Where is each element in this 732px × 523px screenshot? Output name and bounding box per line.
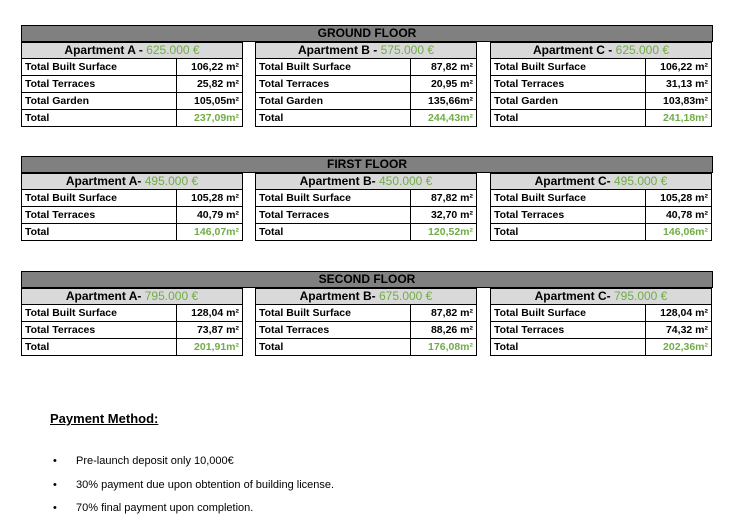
apartment-price: 625.000 € xyxy=(146,43,200,57)
payment-method-list xyxy=(50,450,334,521)
row-value: 87,82 m² xyxy=(430,61,473,73)
apartment-table xyxy=(21,42,243,127)
total-label: Total xyxy=(22,224,177,240)
row-label: Total Built Surface xyxy=(491,190,646,206)
payment-item-text: Pre-launch deposit only 10,000€ xyxy=(76,455,234,467)
apartment-name: Apartment C - xyxy=(532,43,616,57)
total-value: 202,36m² xyxy=(663,341,708,353)
row-label: Total Garden xyxy=(256,93,411,109)
row-value: 106,22 m² xyxy=(660,61,708,73)
apartment-table xyxy=(490,42,712,127)
table-row xyxy=(255,93,477,110)
apartment-header xyxy=(255,173,477,190)
apartment-price: 795.000 € xyxy=(613,289,668,303)
total-row xyxy=(21,110,243,127)
row-label: Total Garden xyxy=(22,93,177,109)
total-value: 176,08m² xyxy=(428,341,473,353)
row-label: Total Built Surface xyxy=(256,305,411,321)
apartment-table xyxy=(490,288,712,356)
apartment-header xyxy=(490,288,712,305)
row-value: 32,70 m² xyxy=(430,209,473,221)
row-label: Total Terraces xyxy=(491,207,646,223)
payment-item xyxy=(50,450,334,474)
apartment-header xyxy=(490,42,712,59)
payment-item xyxy=(50,474,334,498)
apartment-header xyxy=(255,42,477,59)
apartment-price: 495.000 € xyxy=(613,174,668,188)
table-row xyxy=(21,322,243,339)
apartment-name: Apartment A - xyxy=(64,43,147,57)
total-row xyxy=(255,224,477,241)
row-value: 74,32 m² xyxy=(665,324,708,336)
payment-item xyxy=(50,497,334,521)
row-value: 135,66m² xyxy=(428,95,473,107)
row-label: Total Terraces xyxy=(22,322,177,338)
row-value: 105,05m² xyxy=(194,95,239,107)
row-label: Total Built Surface xyxy=(22,305,177,321)
floor-title: SECOND FLOOR xyxy=(21,271,713,288)
row-label: Total Terraces xyxy=(256,207,411,223)
total-value: 241,18m² xyxy=(663,112,708,124)
table-row xyxy=(21,59,243,76)
apartment-name: Apartment B - xyxy=(297,43,381,57)
apartment-header xyxy=(21,42,243,59)
total-value: 244,43m² xyxy=(428,112,473,124)
total-label: Total xyxy=(22,110,177,126)
row-value: 128,04 m² xyxy=(660,307,708,319)
total-row xyxy=(490,110,712,127)
apartment-name: Apartment B- xyxy=(299,174,379,188)
apartment-header xyxy=(490,173,712,190)
row-value: 40,78 m² xyxy=(665,209,708,221)
table-row xyxy=(21,93,243,110)
table-row xyxy=(490,190,712,207)
apartment-name: Apartment A- xyxy=(65,174,145,188)
row-value: 105,28 m² xyxy=(191,192,239,204)
apartment-price: 795.000 € xyxy=(144,289,199,303)
row-label: Total Terraces xyxy=(491,322,646,338)
floor-title: GROUND FLOOR xyxy=(21,25,713,42)
total-label: Total xyxy=(256,110,411,126)
total-label: Total xyxy=(256,224,411,240)
total-row xyxy=(255,110,477,127)
row-value: 31,13 m² xyxy=(665,78,708,90)
total-label: Total xyxy=(22,339,177,355)
apartment-header xyxy=(21,173,243,190)
apartment-table xyxy=(255,42,477,127)
apartment-price: 625.000 € xyxy=(615,43,670,57)
row-label: Total Terraces xyxy=(256,322,411,338)
total-row xyxy=(255,339,477,356)
apartment-name: Apartment C- xyxy=(534,174,614,188)
floor-title: FIRST FLOOR xyxy=(21,156,713,173)
row-value: 87,82 m² xyxy=(430,192,473,204)
row-value: 73,87 m² xyxy=(196,324,239,336)
row-value: 87,82 m² xyxy=(430,307,473,319)
row-label: Total Terraces xyxy=(256,76,411,92)
apartment-price: 450.000 € xyxy=(378,174,433,188)
apartment-table xyxy=(255,173,477,241)
total-value: 146,07m² xyxy=(194,226,239,238)
row-value: 103,83m² xyxy=(663,95,708,107)
row-label: Total Garden xyxy=(491,93,646,109)
bullet-icon: • xyxy=(53,478,57,491)
row-label: Total Built Surface xyxy=(22,190,177,206)
total-row xyxy=(490,224,712,241)
row-label: Total Terraces xyxy=(22,207,177,223)
total-value: 146,06m² xyxy=(663,226,708,238)
table-row xyxy=(21,190,243,207)
table-row xyxy=(490,305,712,322)
row-value: 128,04 m² xyxy=(191,307,239,319)
payment-method-title: Payment Method: xyxy=(50,411,159,426)
row-label: Total Built Surface xyxy=(491,305,646,321)
total-value: 201,91m² xyxy=(194,341,239,353)
table-row xyxy=(490,76,712,93)
table-row xyxy=(255,305,477,322)
row-value: 40,79 m² xyxy=(196,209,239,221)
payment-item-text: 70% final payment upon completion. xyxy=(76,502,254,514)
bullet-icon: • xyxy=(53,502,57,514)
table-row xyxy=(21,305,243,322)
row-label: Total Terraces xyxy=(491,76,646,92)
table-row xyxy=(21,76,243,93)
row-value: 88,26 m² xyxy=(430,324,473,336)
apartment-table xyxy=(490,173,712,241)
row-value: 20,95 m² xyxy=(430,78,473,90)
apartment-name: Apartment B- xyxy=(299,289,379,303)
apartment-table xyxy=(21,173,243,241)
row-value: 25,82 m² xyxy=(196,78,239,90)
apartment-table xyxy=(255,288,477,356)
table-row xyxy=(255,190,477,207)
total-label: Total xyxy=(256,339,411,355)
table-row xyxy=(490,93,712,110)
apartment-table xyxy=(21,288,243,356)
table-row xyxy=(255,59,477,76)
apartment-name: Apartment C- xyxy=(534,289,614,303)
total-label: Total xyxy=(491,110,646,126)
row-label: Total Terraces xyxy=(22,76,177,92)
total-row xyxy=(21,224,243,241)
table-row xyxy=(255,322,477,339)
table-row xyxy=(490,207,712,224)
table-row xyxy=(21,207,243,224)
apartment-header xyxy=(255,288,477,305)
row-label: Total Built Surface xyxy=(256,59,411,75)
row-label: Total Built Surface xyxy=(491,59,646,75)
apartment-name: Apartment A- xyxy=(65,289,145,303)
total-row xyxy=(490,339,712,356)
total-value: 237,09m² xyxy=(194,112,239,124)
row-label: Total Built Surface xyxy=(256,190,411,206)
apartment-price: 575.000 € xyxy=(380,43,435,57)
total-row xyxy=(21,339,243,356)
total-value: 120,52m² xyxy=(428,226,473,238)
apartment-header xyxy=(21,288,243,305)
total-label: Total xyxy=(491,339,646,355)
table-row xyxy=(490,59,712,76)
table-row xyxy=(490,322,712,339)
row-value: 106,22 m² xyxy=(191,61,239,73)
total-label: Total xyxy=(491,224,646,240)
table-row xyxy=(255,207,477,224)
row-value: 105,28 m² xyxy=(660,192,708,204)
row-label: Total Built Surface xyxy=(22,59,177,75)
apartment-price: 675.000 € xyxy=(378,289,433,303)
apartment-price: 495.000 € xyxy=(144,174,199,188)
table-row xyxy=(255,76,477,93)
bullet-icon: • xyxy=(53,455,57,467)
payment-item-text: 30% payment due upon obtention of building license. xyxy=(76,478,335,491)
